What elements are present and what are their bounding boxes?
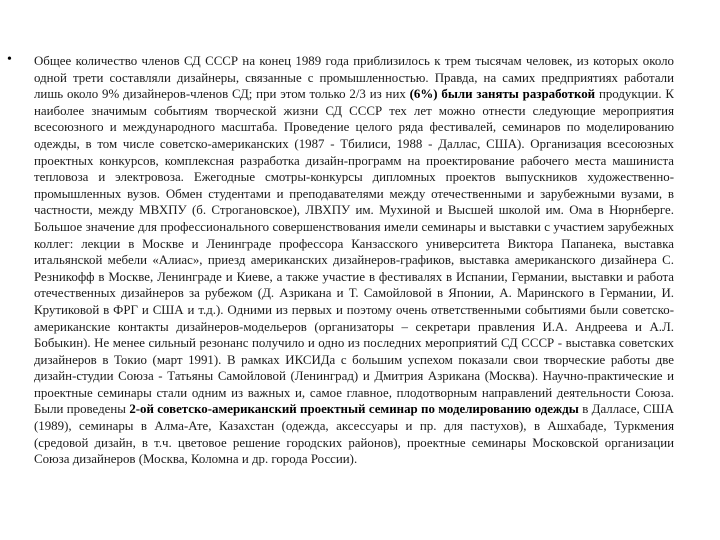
body-paragraph — [34, 53, 674, 468]
paragraph-bold-part-1: (6%) были заняты разработкой — [409, 87, 596, 102]
paragraph-text-part-2: продукции. К наиболее значимым событиям творческой жизни СД СССР тех лет можно отнести следующие мероприятия всесоюзного и международного масштаба. Проведение целого ряда фестивалей, семинаров по моделированию одежды, в том числе советско-американских (1987 - Тбилиси, 1988 - Даллас, США). Организация всесоюзных проектных конкурсов, комплексная разработка дизайн-программ на проектирование рабочего места машиниста тепловоза и электровоза. Ежегодные смотры-конкурсы дипломных проектов выпускников художественно- промышленных вузов. Обмен студентами и преподавателями между отечественными и зарубежными вузами, в частности, между МВХПУ (б. Строгановское), ЛВХПУ им. Мухиной и Высшей школой им. Ома в Нюрнберге. Большое значение для профессионального совершенствования имели семинары и выставки с участием зарубежных коллег: лекции в Москве и Ленинграде профессора Канзасского университета Виктора Папанека, выставка итальянской мебели «Алиас», приезд американских дизайнеров-графиков, выставка американского дизайнера С. Резникофф в Москве, Ленинграде и Киеве, а также участие в фестивалях в Испании, Германии, выставки и работа отечественных дизайнеров за рубежом (Д. Азрикана и Т. Самойловой в Японии, А. Маринского в Германии, И. Крутиковой в ФРГ и США и т.д.). Одними из первых и поэтому очень ответственными событиями были советско-американские контакты дизайнеров-модельеров (организаторы – секретари правления И.А. Андреева и А.Л. Бобыкин). Не менее сильный резонанс получило и одно из последних мероприятий СД СССР - выставка советских дизайнеров в Токио (март 1991). В рамках ИКСИДа с большим успехом показали свои творческие работы две дизайн-студии Союза - Татьяны Самойловой (Ленинград) и Дмитрия Азрикана (Москва). Научно-практические и проектные семинары стали одним из важных и, самое главное, плодотворным направлений деятельности Союза. Были проведены — [34, 87, 674, 417]
paragraph-text-part-1: Общее количество членов СД СССР на конец 1989 года приблизилось к трем тысячам человек, из которых около одной трети составляли дизайнеры, связанные с промышленностью. Правда, на самих предприятиях работали лишь около 9% дизайнеров-членов СД; при этом только 2/3 из них — [34, 54, 674, 102]
paragraph-text-part-3: в Далласе, США (1989), семинары в Алма-Ате, Казахстан (одежда, аксессуары и пр. для пастухов), в Ашхабаде, Туркмения (средовой дизайн, в т.ч. цветовое решение городских районов), проектные семинары Московской организации Союза дизайнеров (Москва, Коломна и др. города России). — [34, 402, 674, 467]
bullet-point-icon: • — [7, 52, 12, 67]
paragraph-bold-part-2: 2-ой советско-американский проектный семинар по моделированию одежды — [129, 402, 579, 417]
